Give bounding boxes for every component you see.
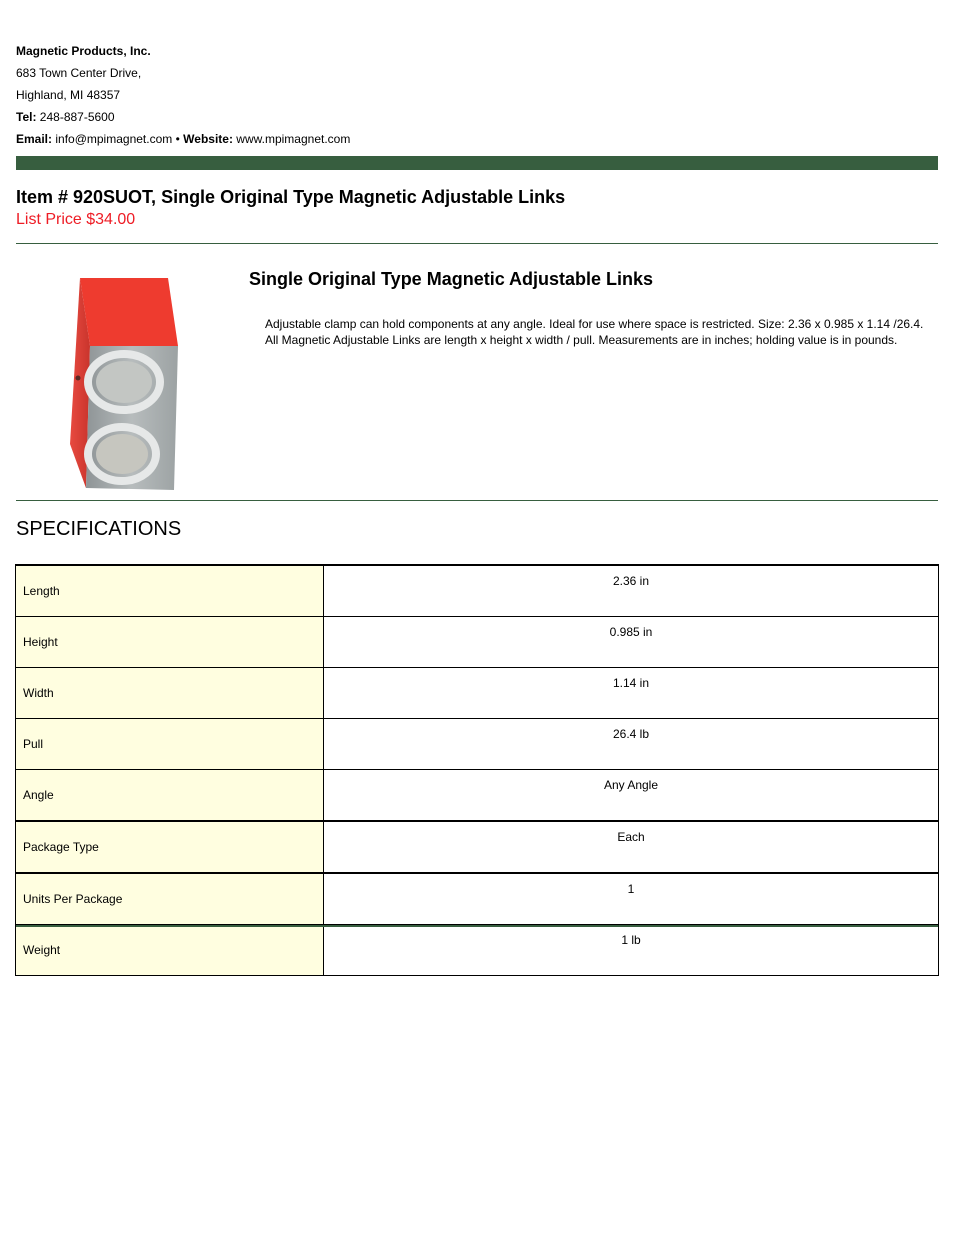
table-row	[16, 668, 939, 719]
product-image	[64, 274, 188, 492]
table-row	[16, 925, 939, 976]
divider-middle	[16, 500, 938, 501]
spec-label: Units Per Package	[16, 873, 324, 925]
divider-top	[16, 243, 938, 244]
table-row	[16, 617, 939, 668]
list-price: List Price $34.00	[16, 211, 136, 228]
spec-label: Height	[16, 617, 324, 668]
spec-value: 1	[324, 873, 939, 925]
company-contact	[16, 128, 350, 150]
product-name: Single Original Type Magnetic Adjustable Links	[249, 269, 654, 289]
spec-value: Any Angle	[324, 770, 939, 822]
table-row	[16, 873, 939, 925]
divider-bottom	[16, 925, 938, 927]
spec-value: 2.36 in	[324, 565, 939, 617]
website-link[interactable]: www.mpimagnet.com	[236, 132, 351, 146]
spec-label: Weight	[16, 925, 324, 976]
company-address-line1: 683 Town Center Drive,	[16, 66, 142, 80]
spec-value: Each	[324, 821, 939, 873]
spec-value: 0.985 in	[324, 617, 939, 668]
email-label: Email:	[16, 132, 53, 146]
spec-value: 26.4 lb	[324, 719, 939, 770]
spec-label: Pull	[16, 719, 324, 770]
specifications-heading: SPECIFICATIONS	[16, 518, 182, 540]
header-bar	[16, 156, 938, 170]
table-row	[16, 770, 939, 822]
spec-label: Width	[16, 668, 324, 719]
table-row	[16, 821, 939, 873]
company-address-line2: Highland, MI 48357	[16, 88, 121, 102]
item-title: Item # 920SUOT, Single Original Type Magnetic Adjustable Links	[16, 187, 566, 207]
tel-value: 248-887-5600	[39, 110, 115, 124]
table-row	[16, 565, 939, 617]
spec-label: Angle	[16, 770, 324, 822]
table-row	[16, 719, 939, 770]
spec-value: 1.14 in	[324, 668, 939, 719]
tel-label: Tel:	[16, 110, 37, 124]
product-description: Adjustable clamp can hold components at any angle. Ideal for use where space is restricted. Size: 2.36 x 0.985 x 1.14 /26.4. All Magnetic Adjustable Links are length x height x width / pull. Measurements are in inches; holding value is in pounds.	[265, 317, 924, 347]
website-label: Website:	[183, 132, 233, 146]
company-name: Magnetic Products, Inc.	[16, 44, 151, 58]
contact-separator: •	[175, 132, 180, 146]
company-tel	[16, 106, 350, 128]
spec-value: 1 lb	[324, 925, 939, 976]
email-link[interactable]: info@mpimagnet.com	[55, 132, 173, 146]
spec-label: Package Type	[16, 821, 324, 873]
spec-label: Length	[16, 565, 324, 617]
company-info	[16, 40, 350, 150]
specifications-table	[15, 564, 939, 976]
